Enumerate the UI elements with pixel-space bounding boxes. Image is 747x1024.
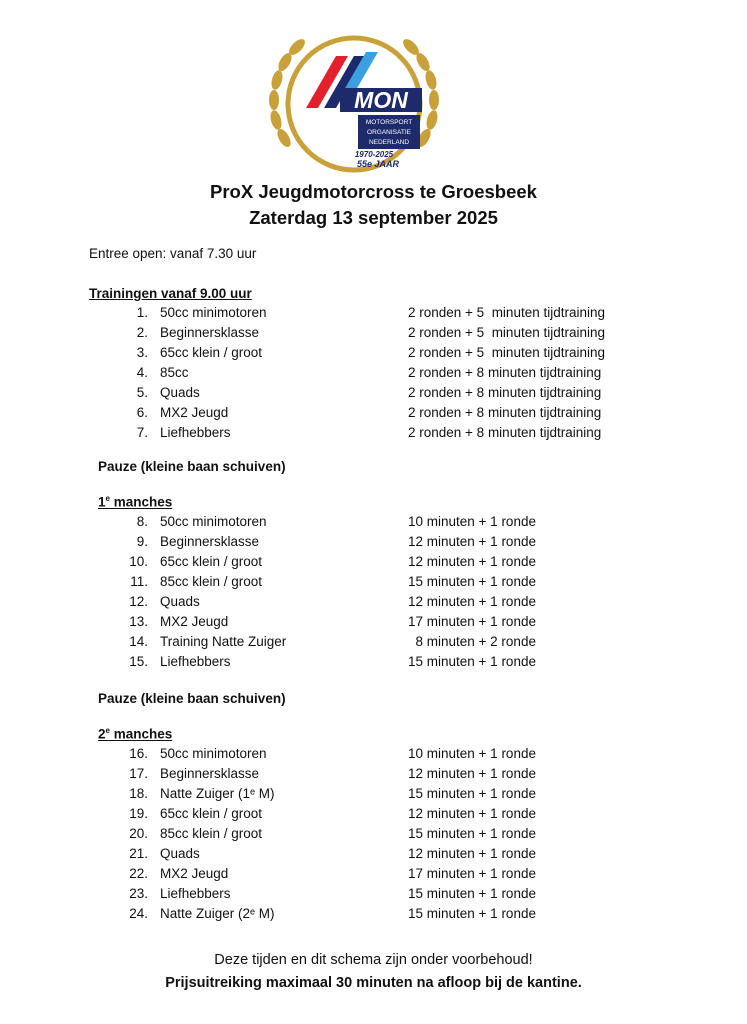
row-number: 7. (136, 425, 148, 440)
row-number: 2. (136, 325, 148, 340)
row-duration: 2 ronden + 8 minuten tijdtraining (408, 365, 602, 380)
row-class-name: 65cc klein / groot (160, 806, 263, 821)
row-class-name: Beginnersklasse (160, 325, 260, 340)
row-number: 13. (129, 614, 148, 629)
row-number: 5. (136, 385, 148, 400)
row-class-name: 85cc klein / groot (160, 574, 263, 589)
row-number: 22. (129, 866, 148, 881)
row-duration: 15 minuten + 1 ronde (408, 574, 536, 589)
row-number: 19. (129, 806, 148, 821)
row-class-name: 50cc minimotoren (160, 746, 267, 761)
training-row (0, 345, 747, 365)
manche-2-row (0, 846, 747, 866)
row-class-name: 50cc minimotoren (160, 514, 267, 529)
manche-2-row (0, 886, 747, 906)
logo-line2: ORGANISATIE (367, 129, 411, 136)
training-row (0, 425, 747, 445)
manche-1-row (0, 514, 747, 534)
entree-text: Entree open: vanaf 7.30 uur (89, 246, 257, 261)
row-class-name: 50cc minimotoren (160, 305, 267, 320)
training-row (0, 305, 747, 325)
row-duration: 12 minuten + 1 ronde (408, 806, 536, 821)
row-class-name: Quads (160, 385, 200, 400)
pause-2: Pauze (kleine baan schuiven) (98, 691, 286, 706)
row-number: 1. (136, 305, 148, 320)
row-duration: 10 minuten + 1 ronde (408, 746, 536, 761)
row-class-name: Liefhebbers (160, 425, 231, 440)
manche-2-row (0, 766, 747, 786)
mon-logo (266, 30, 442, 176)
training-row (0, 365, 747, 385)
row-duration: 17 minuten + 1 ronde (408, 614, 536, 629)
row-class-name: Training Natte Zuiger (160, 634, 287, 649)
manche-2-row (0, 826, 747, 846)
manche-2-row (0, 866, 747, 886)
logo-line1: MOTORSPORT (365, 119, 413, 126)
manche-1-row (0, 594, 747, 614)
manche-2-row (0, 786, 747, 806)
row-class-name: MX2 Jeugd (160, 614, 229, 629)
row-duration: 12 minuten + 1 ronde (408, 534, 536, 549)
row-number: 9. (136, 534, 148, 549)
manches-2-heading: 2e manches (98, 726, 173, 742)
row-class-name: 85cc (160, 365, 189, 380)
manche-1-row (0, 634, 747, 654)
trainingen-heading: Trainingen vanaf 9.00 uur (89, 286, 252, 301)
logo-brand: MON (354, 87, 408, 113)
logo-line3: NEDERLAND (368, 139, 410, 146)
row-class-name: Natte Zuiger (1ᵉ M) (160, 786, 275, 801)
row-number: 21. (129, 846, 148, 861)
manche-1-row (0, 574, 747, 594)
manche-2-row (0, 746, 747, 766)
manche-1-row (0, 654, 747, 674)
row-number: 14. (129, 634, 148, 649)
row-class-name: Liefhebbers (160, 886, 231, 901)
row-duration: 8 minuten + 2 ronde (408, 634, 536, 649)
row-class-name: 65cc klein / groot (160, 345, 263, 360)
logo-anniversary: 55e JAAR (356, 159, 400, 169)
row-duration: 15 minuten + 1 ronde (408, 786, 536, 801)
row-number: 4. (136, 365, 148, 380)
row-class-name: Quads (160, 846, 200, 861)
row-duration: 12 minuten + 1 ronde (408, 846, 536, 861)
disclaimer-text: Deze tijden en dit schema zijn onder voorbehoud! (214, 952, 533, 968)
training-row (0, 325, 747, 345)
row-number: 16. (129, 746, 148, 761)
row-number: 20. (129, 826, 148, 841)
row-duration: 12 minuten + 1 ronde (408, 594, 536, 609)
page-subtitle-date: Zaterdag 13 september 2025 (249, 207, 498, 228)
row-duration: 2 ronden + 5 minuten tijdtraining (408, 305, 606, 320)
manches-1-heading: 1e manches (98, 494, 173, 510)
pause-1: Pauze (kleine baan schuiven) (98, 459, 286, 474)
row-duration: 2 ronden + 8 minuten tijdtraining (408, 405, 602, 420)
row-class-name: Quads (160, 594, 200, 609)
row-number: 17. (129, 766, 148, 781)
manche-2-row (0, 806, 747, 826)
row-duration: 2 ronden + 5 minuten tijdtraining (408, 345, 606, 360)
row-duration: 17 minuten + 1 ronde (408, 866, 536, 881)
manche-1-row (0, 554, 747, 574)
row-class-name: 65cc klein / groot (160, 554, 263, 569)
row-class-name: 85cc klein / groot (160, 826, 263, 841)
manche-1-row (0, 614, 747, 634)
row-duration: 15 minuten + 1 ronde (408, 886, 536, 901)
row-class-name: MX2 Jeugd (160, 405, 229, 420)
row-number: 24. (129, 906, 148, 921)
row-duration: 15 minuten + 1 ronde (408, 906, 536, 921)
manche-1-row (0, 534, 747, 554)
row-number: 15. (129, 654, 148, 669)
row-duration: 12 minuten + 1 ronde (408, 766, 536, 781)
row-duration: 2 ronden + 8 minuten tijdtraining (408, 425, 602, 440)
row-class-name: Beginnersklasse (160, 534, 260, 549)
row-duration: 12 minuten + 1 ronde (408, 554, 536, 569)
training-row (0, 405, 747, 425)
row-class-name: Liefhebbers (160, 654, 231, 669)
training-row (0, 385, 747, 405)
row-duration: 2 ronden + 5 minuten tijdtraining (408, 325, 606, 340)
row-duration: 15 minuten + 1 ronde (408, 654, 536, 669)
row-number: 11. (130, 574, 148, 589)
page-title: ProX Jeugdmotorcross te Groesbeek (210, 181, 537, 202)
row-number: 18. (129, 786, 148, 801)
row-number: 3. (136, 345, 148, 360)
row-class-name: Natte Zuiger (2ᵉ M) (160, 906, 275, 921)
prize-ceremony-text: Prijsuitreiking maximaal 30 minuten na afloop bij de kantine. (165, 975, 582, 991)
row-duration: 15 minuten + 1 ronde (408, 826, 536, 841)
logo-years: 1970-2025 (354, 150, 394, 159)
row-number: 6. (136, 405, 148, 420)
row-class-name: MX2 Jeugd (160, 866, 229, 881)
row-number: 10. (129, 554, 148, 569)
row-class-name: Beginnersklasse (160, 766, 260, 781)
row-duration: 10 minuten + 1 ronde (408, 514, 536, 529)
manche-2-row (0, 906, 747, 926)
row-duration: 2 ronden + 8 minuten tijdtraining (408, 385, 602, 400)
row-number: 8. (136, 514, 148, 529)
row-number: 23. (129, 886, 148, 901)
row-number: 12. (129, 594, 148, 609)
